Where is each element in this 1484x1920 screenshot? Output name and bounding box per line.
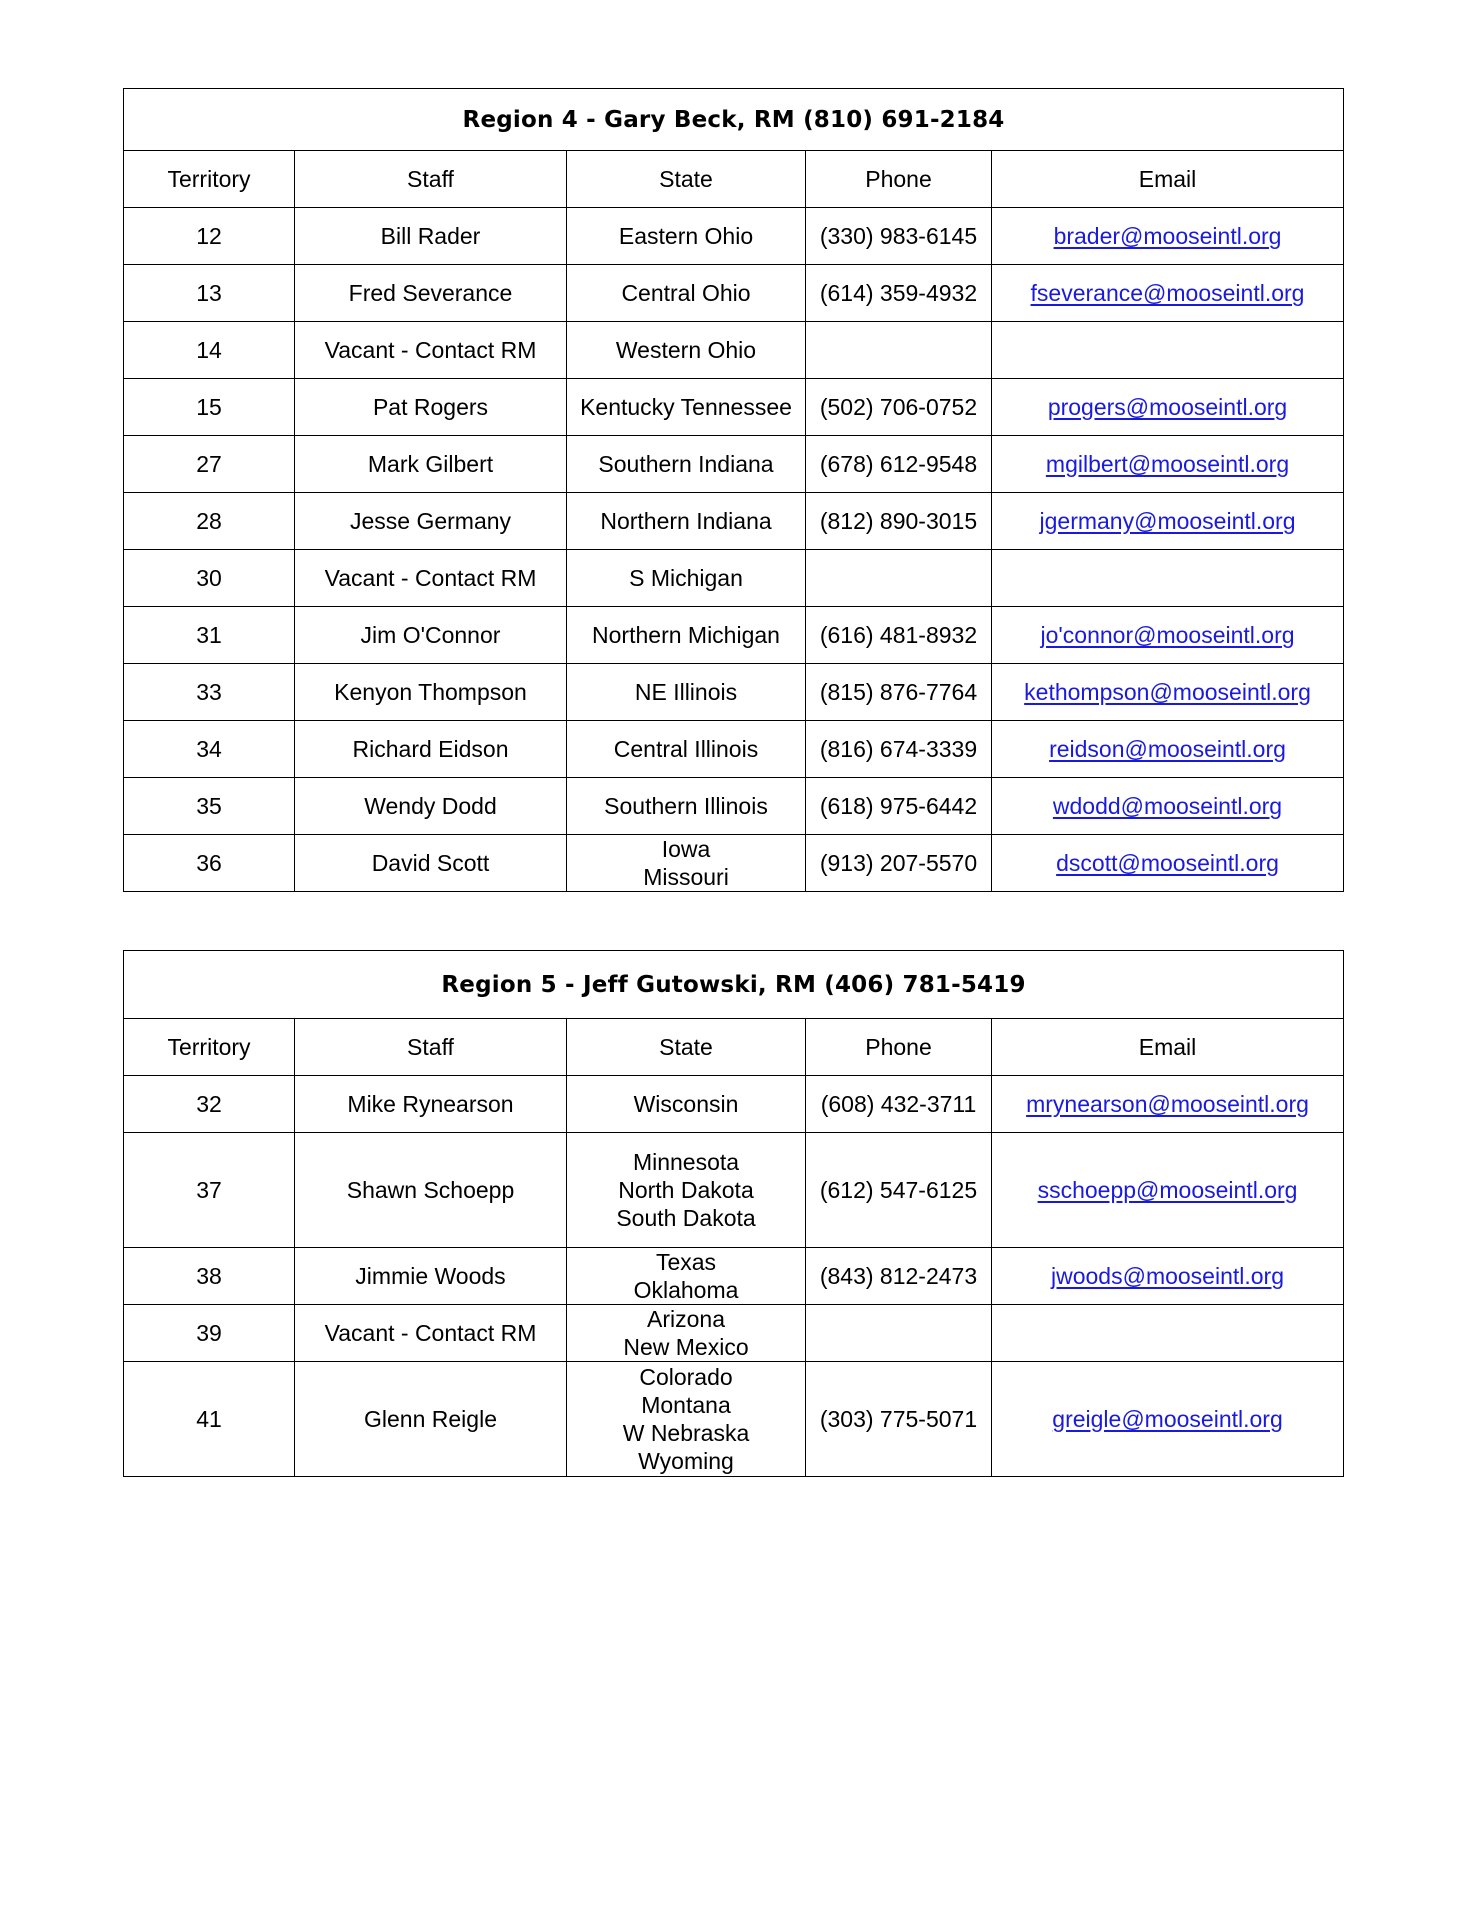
state-name: Central Illinois: [613, 736, 759, 762]
table-row: [124, 1133, 1344, 1248]
column-header-email: Email: [992, 1019, 1344, 1076]
email-link[interactable]: mrynearson@mooseintl.org: [1026, 1091, 1309, 1117]
table-row: [124, 721, 1344, 778]
staff-cell: Mark Gilbert: [295, 436, 567, 493]
phone-cell: (815) 876-7764: [806, 664, 992, 721]
state-name: South Dakota: [616, 1205, 756, 1231]
email-link[interactable]: fseverance@mooseintl.org: [1030, 280, 1305, 306]
territory-cell: 34: [124, 721, 295, 778]
staff-cell: Wendy Dodd: [295, 778, 567, 835]
state-name: Southern Illinois: [604, 793, 768, 819]
state-cell: [567, 1362, 806, 1477]
email-cell: [992, 1248, 1344, 1305]
phone-cell: (843) 812-2473: [806, 1248, 992, 1305]
territory-cell: 28: [124, 493, 295, 550]
table-row: [124, 379, 1344, 436]
column-header-territory: Territory: [124, 151, 295, 208]
table-row: [124, 493, 1344, 550]
email-link[interactable]: sschoepp@mooseintl.org: [1037, 1177, 1298, 1203]
territory-cell: 33: [124, 664, 295, 721]
phone-cell: (330) 983-6145: [806, 208, 992, 265]
state-cell: [567, 835, 806, 892]
state-cell: [567, 607, 806, 664]
state-name: Northern Indiana: [600, 508, 772, 534]
region-title: Region 4 - Gary Beck, RM (810) 691-2184: [124, 89, 1344, 151]
state-name: Iowa: [661, 836, 711, 862]
phone-cell: (608) 432-3711: [806, 1076, 992, 1133]
column-header-phone: Phone: [806, 1019, 992, 1076]
table-row: [124, 208, 1344, 265]
state-cell: [567, 379, 806, 436]
state-name: S Michigan: [629, 565, 743, 591]
table-row: [124, 664, 1344, 721]
phone-cell: (614) 359-4932: [806, 265, 992, 322]
state-cell: [567, 1133, 806, 1248]
email-cell: [992, 322, 1344, 379]
staff-cell: Kenyon Thompson: [295, 664, 567, 721]
email-cell: [992, 550, 1344, 607]
table-row: [124, 1362, 1344, 1477]
table-row: [124, 322, 1344, 379]
email-cell: [992, 379, 1344, 436]
state-name: Western Ohio: [615, 337, 757, 363]
territory-cell: 39: [124, 1305, 295, 1362]
staff-cell: David Scott: [295, 835, 567, 892]
email-cell: [992, 436, 1344, 493]
phone-cell: (616) 481-8932: [806, 607, 992, 664]
staff-cell: Mike Rynearson: [295, 1076, 567, 1133]
email-link[interactable]: reidson@mooseintl.org: [1049, 736, 1286, 762]
staff-cell: Jim O'Connor: [295, 607, 567, 664]
phone-cell: [806, 550, 992, 607]
email-cell: [992, 835, 1344, 892]
territory-cell: 35: [124, 778, 295, 835]
email-cell: [992, 1133, 1344, 1248]
state-name: Kentucky Tennessee: [580, 394, 792, 420]
state-name: Montana: [641, 1392, 731, 1418]
state-cell: [567, 436, 806, 493]
header-row: [124, 151, 1344, 208]
staff-cell: Vacant - Contact RM: [295, 1305, 567, 1362]
email-cell: [992, 1305, 1344, 1362]
territory-cell: 30: [124, 550, 295, 607]
staff-cell: Vacant - Contact RM: [295, 322, 567, 379]
table-row: [124, 265, 1344, 322]
phone-cell: (612) 547-6125: [806, 1133, 992, 1248]
state-name: Oklahoma: [633, 1277, 739, 1303]
email-cell: [992, 265, 1344, 322]
table-row: [124, 1076, 1344, 1133]
territory-cell: 12: [124, 208, 295, 265]
phone-cell: (502) 706-0752: [806, 379, 992, 436]
territory-cell: 14: [124, 322, 295, 379]
table-row: [124, 436, 1344, 493]
state-name: Central Ohio: [621, 280, 751, 306]
email-link[interactable]: jo'connor@mooseintl.org: [1040, 622, 1295, 648]
phone-cell: (618) 975-6442: [806, 778, 992, 835]
email-link[interactable]: jgermany@mooseintl.org: [1039, 508, 1296, 534]
email-cell: [992, 1362, 1344, 1477]
staff-cell: Vacant - Contact RM: [295, 550, 567, 607]
state-cell: [567, 664, 806, 721]
state-cell: [567, 1076, 806, 1133]
email-cell: [992, 493, 1344, 550]
staff-cell: Richard Eidson: [295, 721, 567, 778]
column-header-staff: Staff: [295, 151, 567, 208]
state-cell: [567, 208, 806, 265]
state-name: Eastern Ohio: [618, 223, 754, 249]
territory-cell: 13: [124, 265, 295, 322]
state-cell: [567, 778, 806, 835]
state-cell: [567, 1305, 806, 1362]
state-name: Arizona: [647, 1306, 725, 1332]
email-cell: [992, 208, 1344, 265]
state-name: Northern Michigan: [592, 622, 780, 648]
territory-cell: 27: [124, 436, 295, 493]
staff-cell: Pat Rogers: [295, 379, 567, 436]
state-name: Missouri: [643, 864, 729, 890]
staff-cell: Jesse Germany: [295, 493, 567, 550]
email-cell: [992, 664, 1344, 721]
table-row: [124, 1305, 1344, 1362]
email-link[interactable]: dscott@mooseintl.org: [1056, 850, 1279, 876]
region-4-table: [123, 88, 1344, 892]
email-link[interactable]: mgilbert@mooseintl.org: [1045, 451, 1290, 477]
email-cell: [992, 778, 1344, 835]
state-name: Minnesota: [632, 1149, 740, 1175]
email-link[interactable]: wdodd@mooseintl.org: [1052, 793, 1283, 819]
phone-cell: [806, 1305, 992, 1362]
column-header-state: State: [567, 151, 806, 208]
state-cell: [567, 721, 806, 778]
table-row: [124, 550, 1344, 607]
region-5-table: [123, 950, 1344, 1477]
state-cell: [567, 265, 806, 322]
territory-cell: 37: [124, 1133, 295, 1248]
territory-cell: 38: [124, 1248, 295, 1305]
email-link[interactable]: progers@mooseintl.org: [1047, 394, 1288, 420]
staff-cell: Bill Rader: [295, 208, 567, 265]
state-name: W Nebraska: [622, 1420, 750, 1446]
email-cell: [992, 1076, 1344, 1133]
email-link[interactable]: greigle@mooseintl.org: [1052, 1406, 1283, 1432]
email-link[interactable]: brader@mooseintl.org: [1053, 223, 1282, 249]
state-name: Wyoming: [638, 1448, 734, 1474]
phone-cell: (678) 612-9548: [806, 436, 992, 493]
phone-cell: (812) 890-3015: [806, 493, 992, 550]
staff-cell: Shawn Schoepp: [295, 1133, 567, 1248]
state-cell: [567, 1248, 806, 1305]
state-name: New Mexico: [623, 1334, 749, 1360]
state-name: North Dakota: [618, 1177, 754, 1203]
staff-cell: Fred Severance: [295, 265, 567, 322]
table-row: [124, 1248, 1344, 1305]
state-name: Colorado: [639, 1364, 733, 1390]
column-header-staff: Staff: [295, 1019, 567, 1076]
territory-cell: 15: [124, 379, 295, 436]
region-title: Region 5 - Jeff Gutowski, RM (406) 781-5419: [124, 951, 1344, 1019]
staff-cell: Jimmie Woods: [295, 1248, 567, 1305]
territory-cell: 36: [124, 835, 295, 892]
column-header-state: State: [567, 1019, 806, 1076]
state-cell: [567, 322, 806, 379]
phone-cell: (816) 674-3339: [806, 721, 992, 778]
phone-cell: (303) 775-5071: [806, 1362, 992, 1477]
table-row: [124, 778, 1344, 835]
table-row: [124, 835, 1344, 892]
territory-cell: 41: [124, 1362, 295, 1477]
email-cell: [992, 607, 1344, 664]
state-name: Texas: [655, 1249, 717, 1275]
column-header-territory: Territory: [124, 1019, 295, 1076]
state-name: Southern Indiana: [598, 451, 774, 477]
column-header-phone: Phone: [806, 151, 992, 208]
email-link[interactable]: kethompson@mooseintl.org: [1024, 679, 1311, 705]
territory-cell: 32: [124, 1076, 295, 1133]
email-link[interactable]: jwoods@mooseintl.org: [1051, 1263, 1285, 1289]
territory-cell: 31: [124, 607, 295, 664]
phone-cell: (913) 207-5570: [806, 835, 992, 892]
email-cell: [992, 721, 1344, 778]
state-name: NE Illinois: [634, 679, 738, 705]
phone-cell: [806, 322, 992, 379]
staff-cell: Glenn Reigle: [295, 1362, 567, 1477]
state-cell: [567, 493, 806, 550]
table-row: [124, 607, 1344, 664]
column-header-email: Email: [992, 151, 1344, 208]
header-row: [124, 1019, 1344, 1076]
state-cell: [567, 550, 806, 607]
state-name: Wisconsin: [633, 1091, 739, 1117]
